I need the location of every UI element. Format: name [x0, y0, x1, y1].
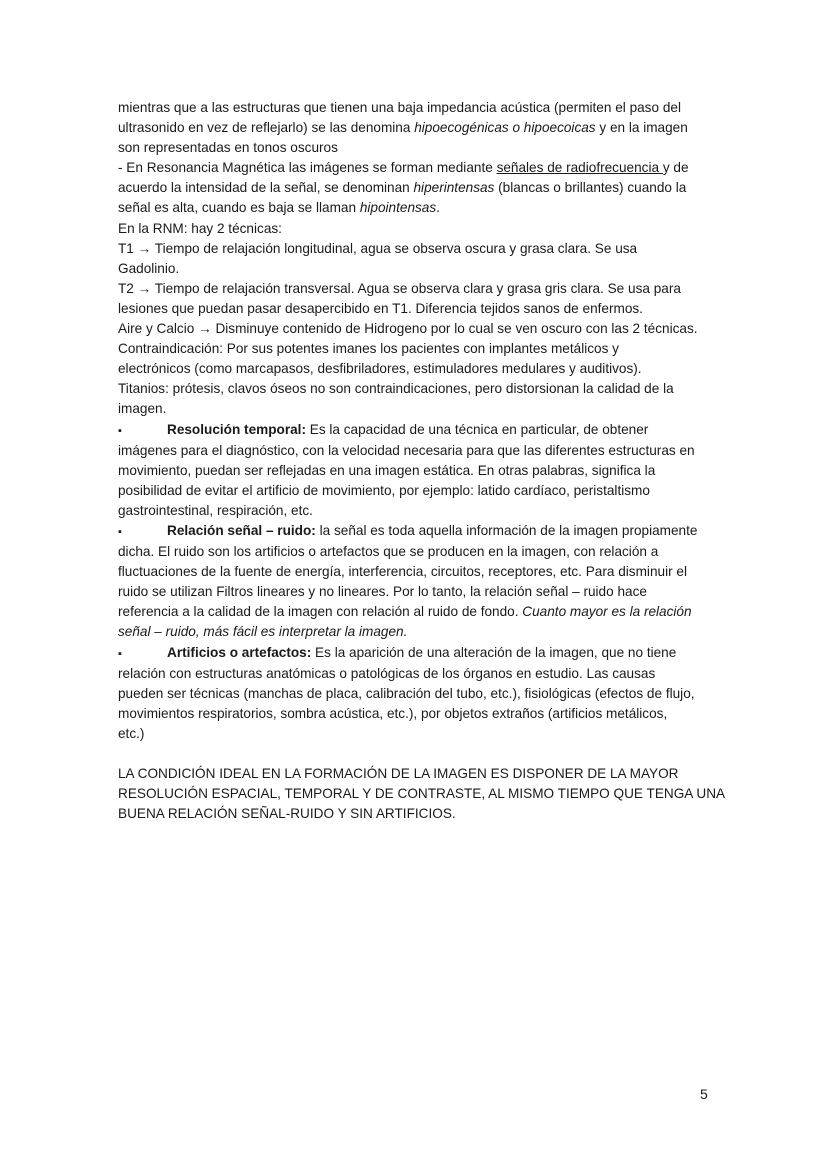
text-line: acuerdo la intensidad de la señal, se denominan hiperintensas (blancas o brillantes) cuando la — [118, 180, 687, 196]
paragraph-ultrasound — [118, 98, 713, 158]
text-line: movimiento, puedan ser reflejadas en una imagen estática. En otras palabras, significa la — [118, 462, 656, 478]
text-line: - En Resonancia Magnética las imágenes se forman mediante señales de radiofrecuencia y de — [118, 160, 689, 176]
text-line: relación con estructuras anatómicas o patológicas de los órganos en estudio. Las causas — [118, 665, 656, 681]
text-line: T2 → Tiempo de relajación transversal. Agua se observa clara y grasa gris clara. Se usa para — [118, 280, 681, 296]
text-line: pueden ser técnicas (manchas de placa, calibración del tubo, etc.), fisiológicas (efectos de flujo, — [118, 685, 695, 701]
bullet-title: Resolución temporal: — [167, 421, 306, 437]
text-line: son representadas en tonos oscuros — [118, 140, 338, 156]
text-line: imagen. — [118, 401, 167, 417]
text-line: ultrasonido en vez de reflejarlo) se las denomina hipoecogénicas o hipoecoicas y en la imagen — [118, 120, 688, 136]
text-line — [118, 622, 713, 642]
document-body — [118, 98, 726, 824]
text-line: ▪ Resolución temporal: Es la capacidad de una técnica en particular, de obtener — [118, 420, 713, 441]
text-line: movimientos respiratorios, sombra acústica, etc.), por objetos extraños (artificios metálicos, — [118, 705, 668, 721]
bullet-icon: ▪ — [118, 525, 122, 538]
text-line: gastrointestinal, respiración, etc. — [118, 502, 313, 518]
bullet-signal-noise — [118, 521, 713, 643]
paragraph-rnm-techniques — [118, 219, 713, 420]
text-line: ▪ Artificios o artefactos: Es la aparición de una alteración de la imagen, que no tiene — [118, 643, 713, 664]
text-line: etc.) — [118, 725, 145, 741]
italic-term: hipointensas — [359, 200, 437, 216]
text-line: fluctuaciones de la fuente de energía, interferencia, circuitos, receptores, etc. Para disminuir el — [118, 564, 687, 580]
text-line: lesiones que puedan pasar desapercibido en T1. Diferencia tejidos sanos de enfermos. — [118, 300, 643, 316]
bullet-artifacts — [118, 643, 713, 744]
bullet-icon: ▪ — [118, 424, 122, 437]
text-line: Titanios: prótesis, clavos óseos no son contraindicaciones, pero distorsionan la calidad de la — [118, 381, 674, 397]
paragraph-spacer — [118, 744, 713, 764]
text-line: ▪ Relación señal – ruido: la señal es toda aquella información de la imagen propiamente — [118, 521, 713, 542]
text-line: T1 → Tiempo de relajación longitudinal, agua se observa oscura y grasa clara. Se usa — [118, 240, 638, 256]
text-line: mientras que a las estructuras que tienen una baja impedancia acústica (permiten el paso del — [118, 100, 681, 115]
italic-sentence: Cuanto mayor es la relación — [522, 604, 692, 620]
italic-term: hiperintensas — [413, 180, 495, 196]
text-line: Contraindicación: Por sus potentes imanes los pacientes con implantes metálicos y — [118, 341, 619, 357]
text-line: En la RNM: hay 2 técnicas: — [118, 220, 282, 236]
bullet-temporal-resolution — [118, 420, 713, 521]
bullet-icon: ▪ — [118, 647, 122, 660]
text-line: referencia a la calidad de la imagen con relación al ruido de fondo. Cuanto mayor es la relación — [118, 604, 692, 620]
page-number: 5 — [700, 1086, 708, 1102]
text-line: dicha. El ruido son los artificios o artefactos que se producen en la imagen, con relación a — [118, 544, 659, 560]
paragraph-mri — [118, 158, 713, 218]
underlined-term: señales de radiofrecuencia — [496, 160, 663, 176]
text-line: ruido se utilizan Filtros lineares y no lineares. Por lo tanto, la relación señal – ruido hace — [118, 584, 647, 600]
conclusion-paragraph — [118, 764, 726, 824]
text-line: imágenes para el diagnóstico, con la velocidad necesaria para que las diferentes estructuras en — [118, 442, 695, 458]
text-line: posibilidad de evitar el artificio de movimiento, por ejemplo: latido cardíaco, peristaltismo — [118, 482, 650, 498]
text-line: señal es alta, cuando es baja se llaman hipointensas. — [118, 200, 440, 216]
italic-term: hipoecogénicas o hipoecoicas — [414, 120, 596, 136]
text-line: electrónicos (como marcapasos, desfibriladores, estimuladores medulares y auditivos). — [118, 361, 642, 377]
text-line: LA CONDICIÓN IDEAL EN LA FORMACIÓN DE LA IMAGEN ES DISPONER DE LA MAYOR — [118, 766, 679, 781]
text-line: Aire y Calcio → Disminuye contenido de Hidrogeno por lo cual se ven oscuro con las 2 técnicas. — [118, 321, 698, 337]
italic-sentence: señal – ruido, más fácil es interpretar la imagen. — [118, 624, 408, 640]
text-line: Gadolinio. — [118, 260, 180, 276]
text-line: RESOLUCIÓN ESPACIAL, TEMPORAL Y DE CONTRASTE, AL MISMO TIEMPO QUE TENGA UNA — [118, 786, 726, 802]
text-line: BUENA RELACIÓN SEÑAL-RUIDO Y SIN ARTIFICIOS. — [118, 806, 456, 822]
bullet-title: Artificios o artefactos: — [167, 644, 312, 660]
bullet-title: Relación señal – ruido: — [167, 522, 316, 538]
